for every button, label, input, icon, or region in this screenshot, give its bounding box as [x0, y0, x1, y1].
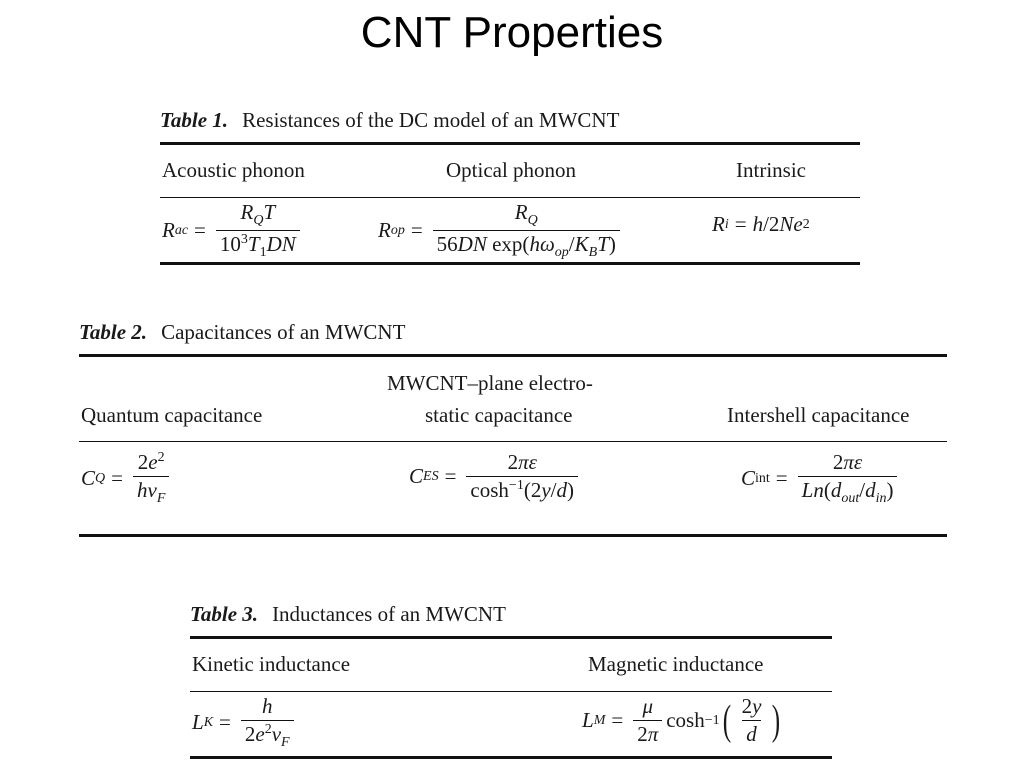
table-1-header-optical: Optical phonon — [446, 158, 577, 182]
table-3-formula-row — [190, 692, 832, 756]
table-2-header-row — [79, 357, 947, 441]
table-2-bottom-rule — [79, 534, 947, 537]
table-1-title: Resistances of the DC model of an MWCNT — [242, 108, 620, 132]
table-1-bottom-rule — [160, 262, 860, 265]
table-1-header-row — [160, 145, 860, 197]
table-2-formula-row — [79, 442, 947, 534]
formula-c-q: C Q = $\frac{2e^2}{h\nu_F}$ — [81, 450, 173, 507]
table-2-header-intershell: Intershell capacitance — [727, 403, 910, 427]
formula-r-ac: R ac = $\frac{R_QT}{10^3T_1DN}$ — [162, 200, 304, 261]
table-3-bottom-rule — [190, 756, 832, 759]
table-3-header-kinetic: Kinetic inductance — [192, 652, 351, 676]
table-3-label: Table 3. — [190, 602, 259, 626]
table-1 — [160, 104, 860, 265]
table-3-header-magnetic: Magnetic inductance — [588, 652, 764, 676]
table-2-title: Capacitances of an MWCNT — [161, 320, 406, 344]
formula-r-op: R op = $\frac{R_Q}{56DN \exp(h\omega_{op}/K_BT)}$ — [378, 200, 624, 261]
formula-c-es: C ES = $\frac{2\pi\varepsilon}{\cosh^{-1}(2y/d)}$ — [409, 450, 582, 503]
table-2-header-plane-line2: static capacitance — [425, 403, 573, 427]
table-2-header-quantum: Quantum capacitance — [81, 403, 263, 427]
table-3-title: Inductances of an MWCNT — [272, 602, 506, 626]
formula-c-int: C int = $\frac{2\pi\varepsilon}{Ln(d_{out}/d_{in})}$ — [741, 450, 901, 507]
table-2-header-plane-line1: MWCNT–plane electro- — [387, 371, 593, 395]
table-2-label: Table 2. — [79, 320, 148, 344]
table-2-caption — [79, 316, 947, 354]
table-1-header-acoustic: Acoustic phonon — [162, 158, 305, 182]
formula-r-i: R i = h /2 Ne 2 — [712, 212, 810, 236]
formula-l-m: L M = $\frac{\mu}{2\pi}$ cosh −1 ( $\frac{2y}{d}$ ) — [582, 694, 781, 746]
table-2 — [79, 316, 947, 537]
table-1-label: Table 1. — [160, 108, 229, 132]
table-1-header-intrinsic: Intrinsic — [736, 158, 806, 182]
table-1-caption — [160, 104, 860, 142]
slide-title: CNT Properties — [360, 8, 664, 57]
table-1-formula-row — [160, 198, 860, 262]
formula-l-k: L K = $\frac{h}{2e^2\nu_F}$ — [192, 694, 298, 751]
table-3 — [190, 598, 832, 759]
table-3-caption — [190, 598, 832, 636]
table-3-header-row — [190, 639, 832, 691]
